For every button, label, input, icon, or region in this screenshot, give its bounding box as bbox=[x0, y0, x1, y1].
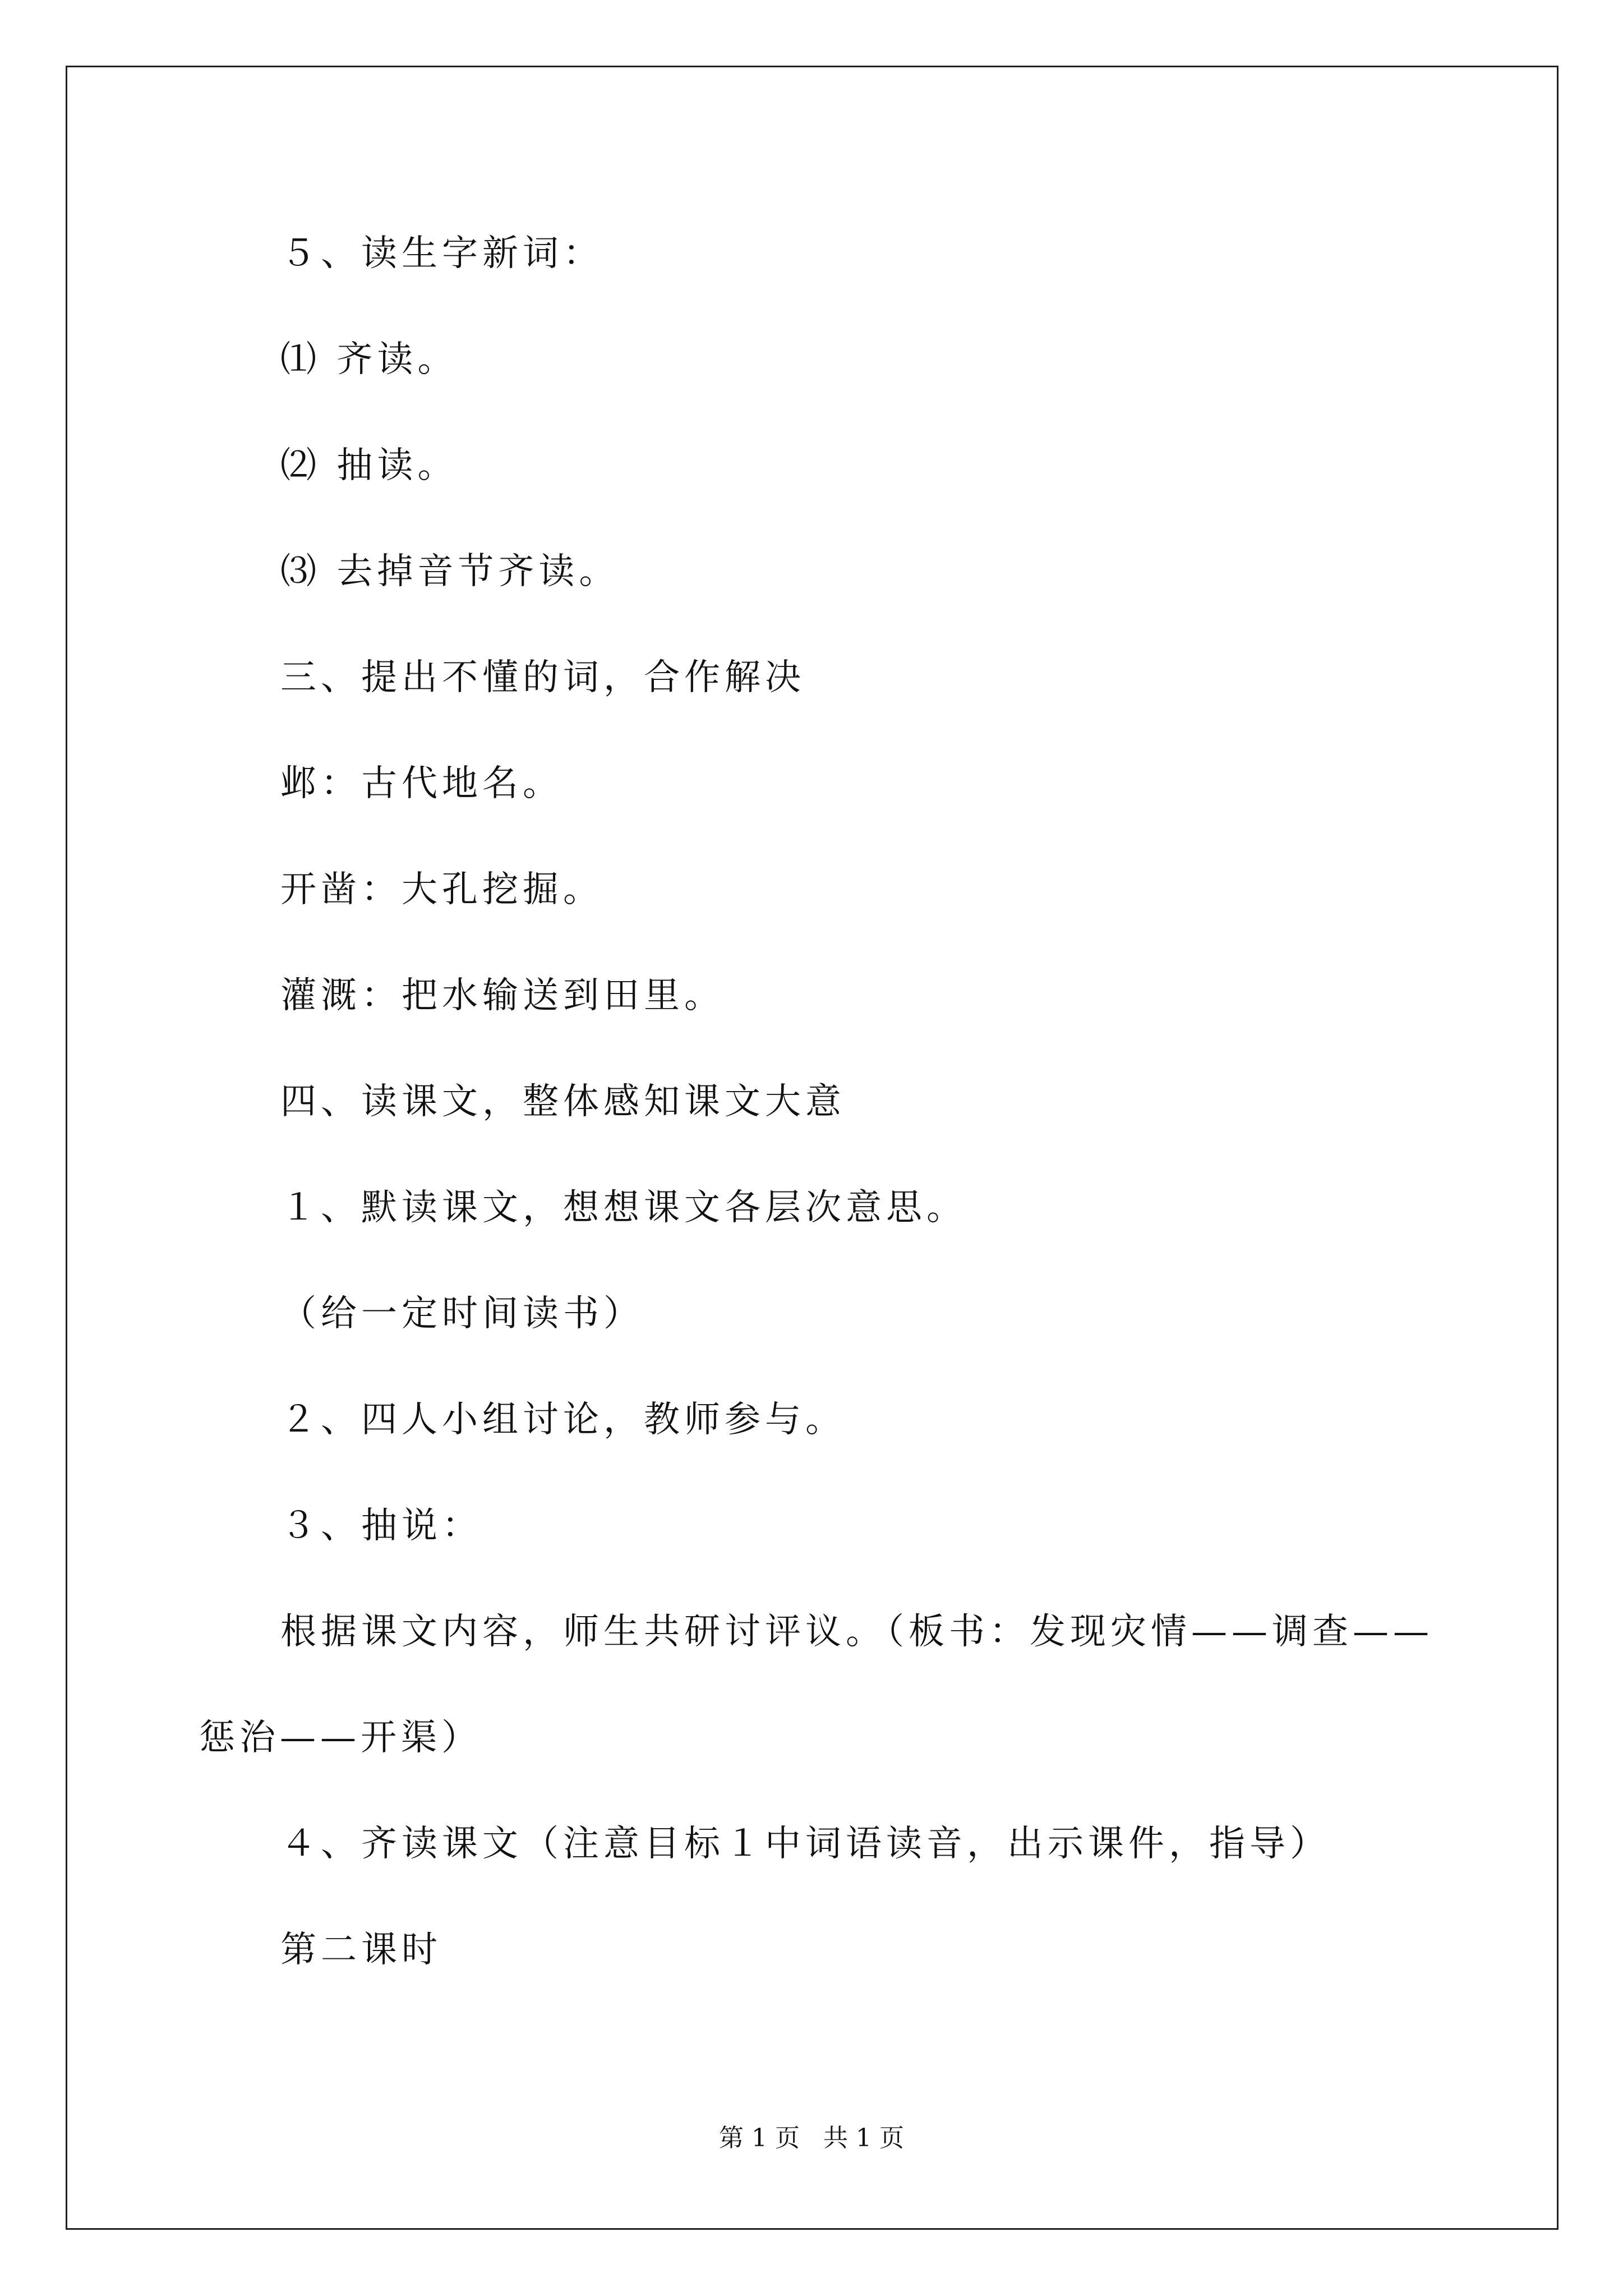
text-line: １、默读课文，想想课文各层次意思。 bbox=[280, 1187, 967, 1228]
page-frame bbox=[66, 66, 1559, 2230]
text-line: （给一定时间读书） bbox=[280, 1293, 644, 1335]
text-line: 开凿：大孔挖掘。 bbox=[280, 869, 603, 910]
text-line: ⑴ 齐读。 bbox=[280, 339, 458, 380]
page-footer: 第 1 页 共 1 页 bbox=[719, 2124, 904, 2152]
text-line: 灌溉：把水输送到田里。 bbox=[280, 975, 725, 1016]
text-line: ２、四人小组讨论，教师参与。 bbox=[280, 1399, 846, 1441]
text-line: ⑵ 抽读。 bbox=[280, 445, 458, 486]
text-line: ３、抽说： bbox=[280, 1505, 482, 1547]
text-line-continuation: 惩治——开渠） bbox=[199, 1717, 482, 1759]
text-line: 邺：古代地名。 bbox=[280, 763, 563, 804]
text-line: ５、读生字新词： bbox=[280, 233, 603, 274]
section-heading: 三、提出不懂的词，合作解决 bbox=[280, 657, 805, 698]
text-line: ４、齐读课文（注意目标１中词语读音，出示课件，指导） bbox=[280, 1823, 1330, 1865]
section-heading: 第二课时 bbox=[280, 1929, 442, 1971]
section-heading: 四、读课文，整体感知课文大意 bbox=[280, 1081, 846, 1122]
text-line: ⑶ 去掉音节齐读。 bbox=[280, 551, 620, 592]
text-line: 根据课文内容，师生共研讨评议。（板书：发现灾情——调查—— bbox=[280, 1611, 1433, 1653]
